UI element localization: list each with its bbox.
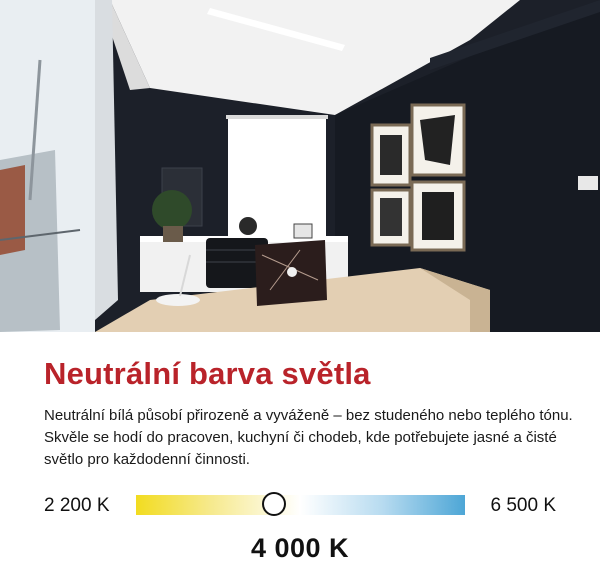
color-temperature-bar — [136, 495, 465, 515]
scale-min-label: 2 200 K — [44, 495, 110, 516]
section-heading: Neutrální barva světla — [44, 356, 371, 391]
scale-max-label: 6 500 K — [490, 495, 556, 516]
section-description: Neutrální bílá působí přirozeně a vyváženě – bez studeného nebo teplého tónu. Skvěle se hodí do pracoven, kuchyní či chodeb, kde potřebujete jasné a čisté světlo pro každodenní činnosti. — [44, 407, 573, 468]
color-temperature-marker — [262, 492, 286, 516]
current-temperature-value: 4 000 K — [250, 533, 350, 563]
